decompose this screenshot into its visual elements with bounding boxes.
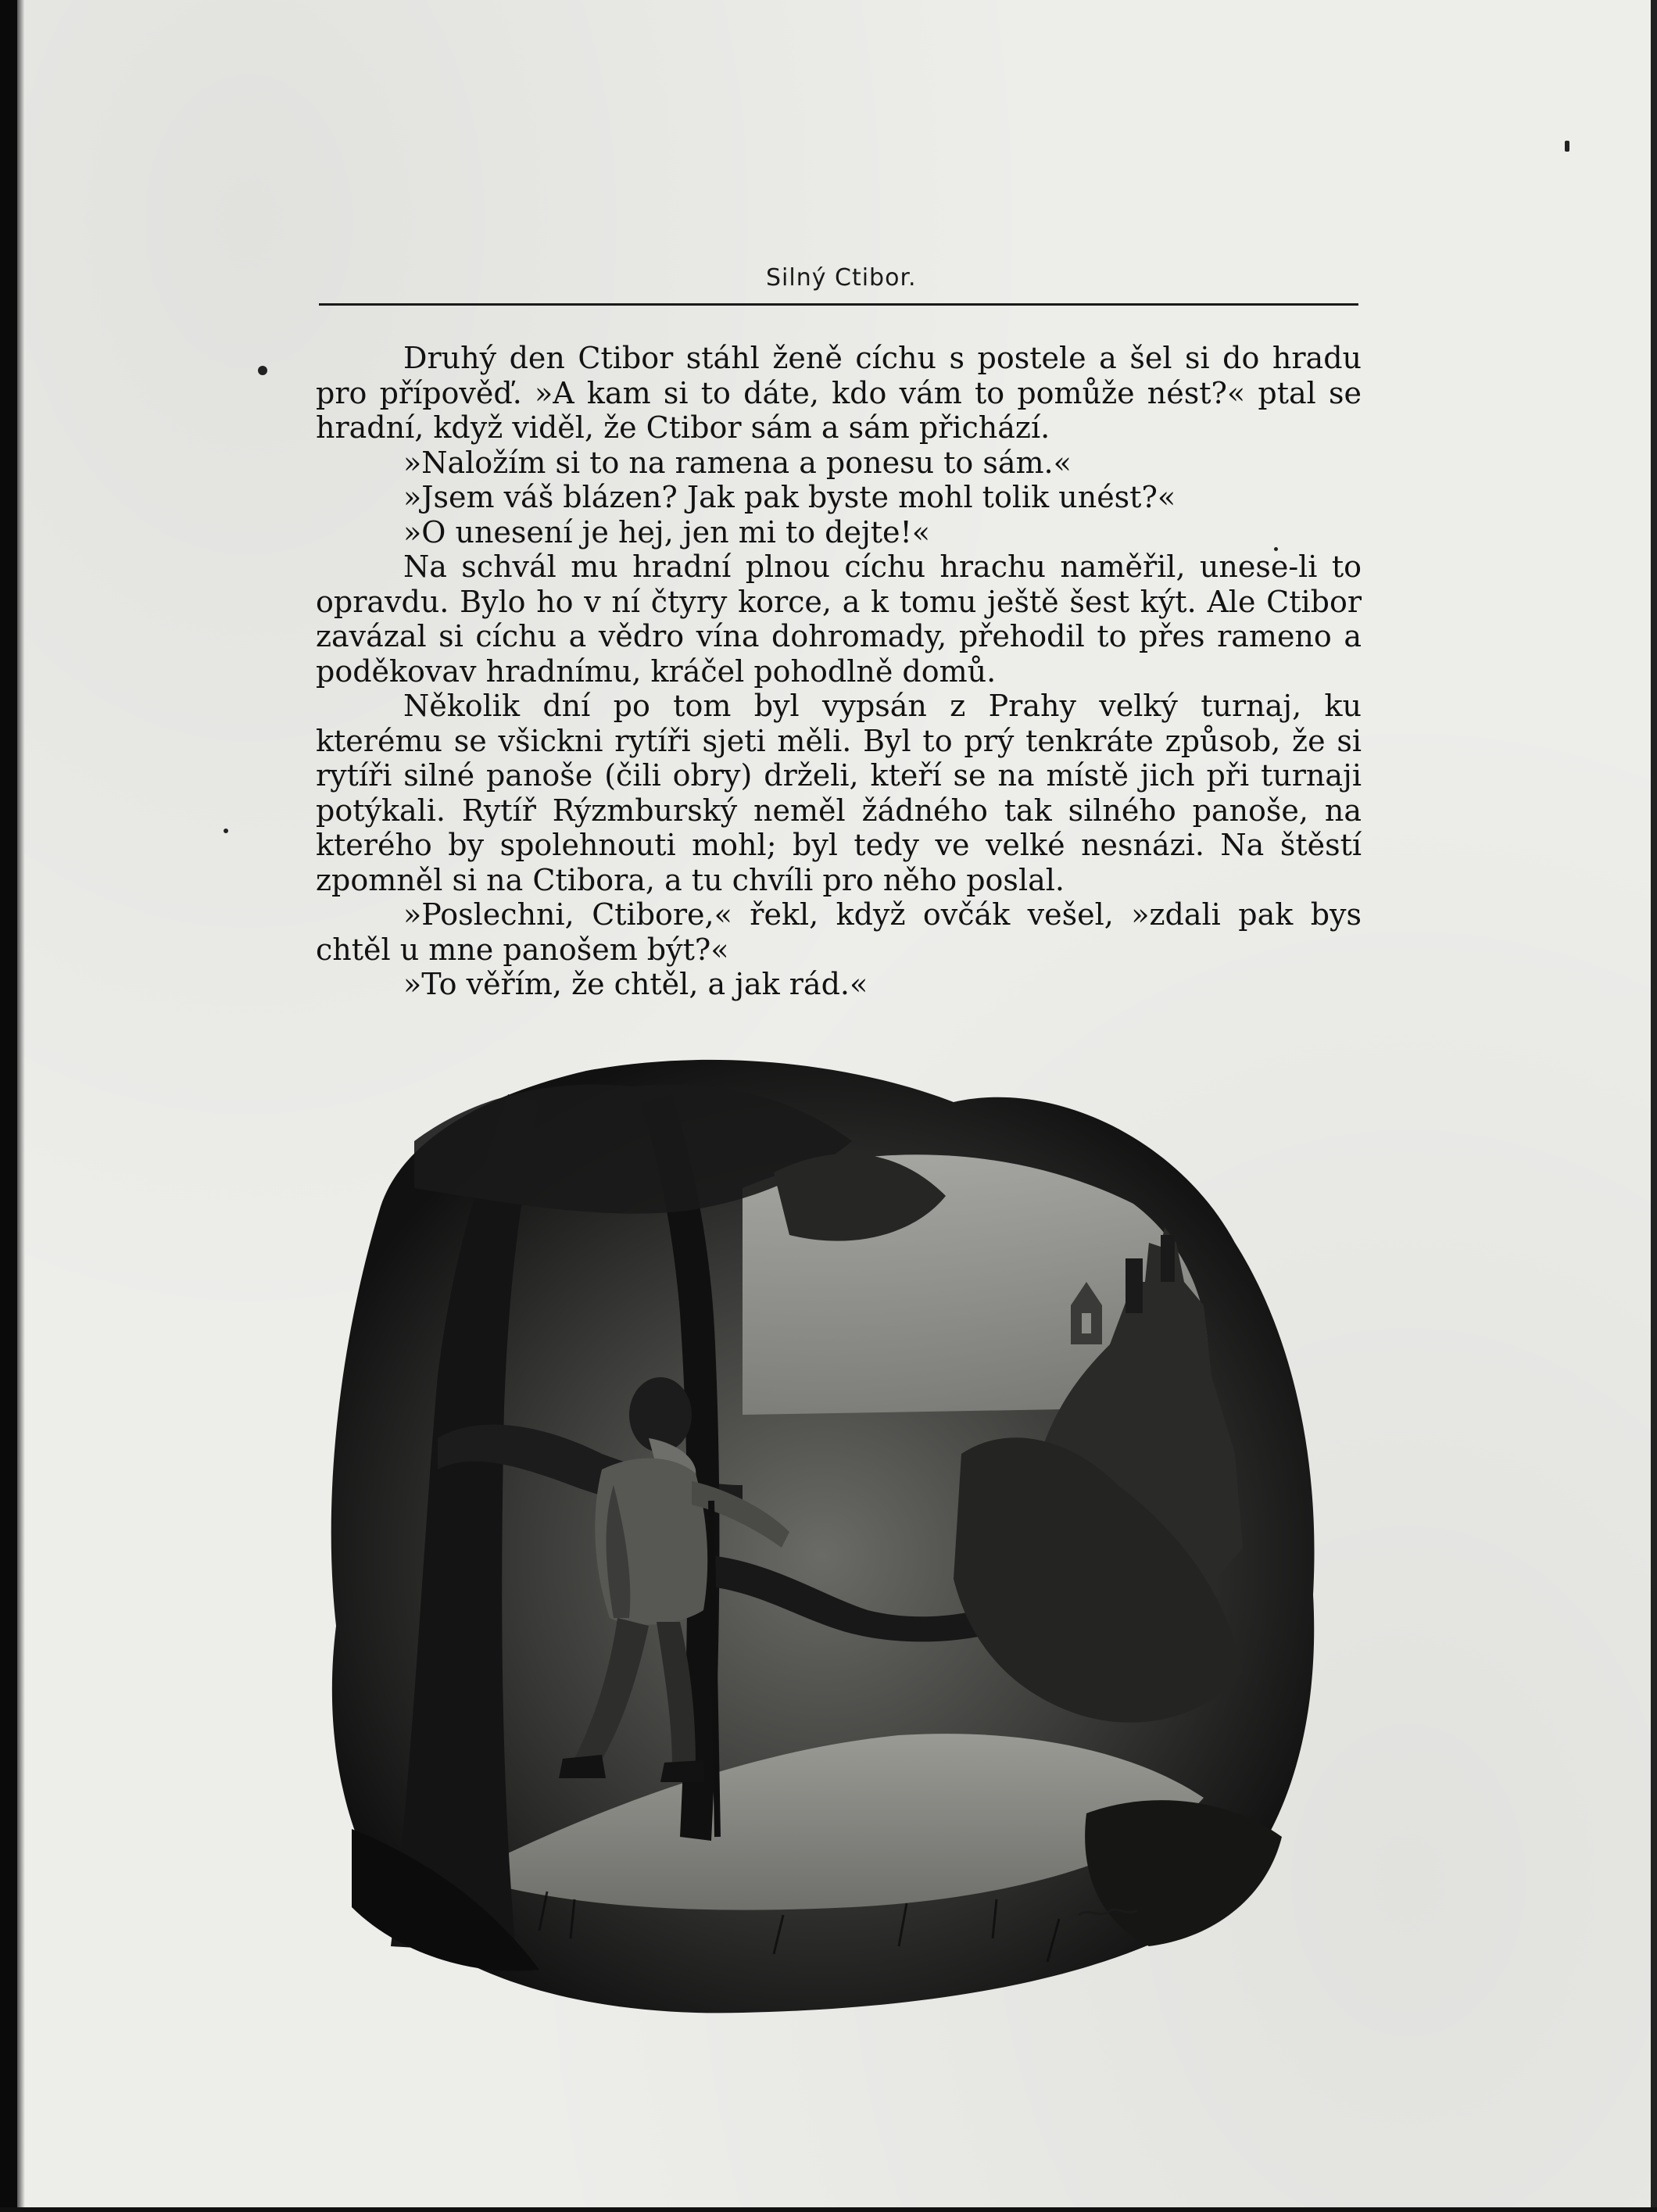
binding-shadow [17,0,25,2212]
paragraph: Druhý den Ctibor stáhl ženě cíchu s postele a šel si do hradu pro přípověď. »A kam si to dáte, kdo vám to pomůže nést?« ptal se hradní, když viděl, že Ctibor sám a sám přichází. [316,341,1362,445]
binding-edge [0,0,17,2212]
scan-right-edge [1651,0,1657,2212]
paragraph: »Poslechni, Ctibore,« řekl, když ovčák vešel, »zdali pak bys chtěl u mne panošem být?« [316,897,1362,967]
paragraph: Na schvál mu hradní plnou cíchu hrachu naměřil, unese-li to opravdu. Bylo ho v ní čtyry korce, a k tomu ještě šest kýt. Ale Ctibor zavázal si cíchu a vědro vína dohromady, přehodil to přes rameno a poděkovav hradnímu, kráčel pohodlně domů. [316,549,1362,689]
ink-speck [1565,141,1569,152]
body-text [316,341,1362,1002]
header-rule [319,303,1358,306]
ink-speck [224,829,228,833]
paragraph: »Jsem váš blázen? Jak pak byste mohl tolik unést?« [403,480,1176,514]
forest-illustration [305,1047,1383,2056]
scan-bottom-edge [0,2207,1657,2212]
ink-speck [258,366,267,375]
paragraph: »To věřím, že chtěl, a jak rád.« [403,967,868,1001]
paragraph: Několik dní po tom byl vypsán z Prahy velký turnaj, ku kterému se všickni rytíři sjeti měli. Byl to prý tenkráte způsob, že si rytíři silné panoše (čili obry) drželi, kteří se na místě jich při turnaji potýkali. Rytíř Rýzmburský neměl žádného tak silného panoše, na kterého by spolehnouti mohl; byl tedy ve velké nesnázi. Na štěstí zpomněl si na Ctibora, a tu chvíli pro něho poslal. [316,689,1362,897]
paragraph: »Naložím si to na ramena a ponesu to sám.« [403,445,1072,480]
running-head: Silný Ctibor. [766,264,917,292]
paragraph: »O unesení je hej, jen mi to dejte!« [403,514,931,549]
